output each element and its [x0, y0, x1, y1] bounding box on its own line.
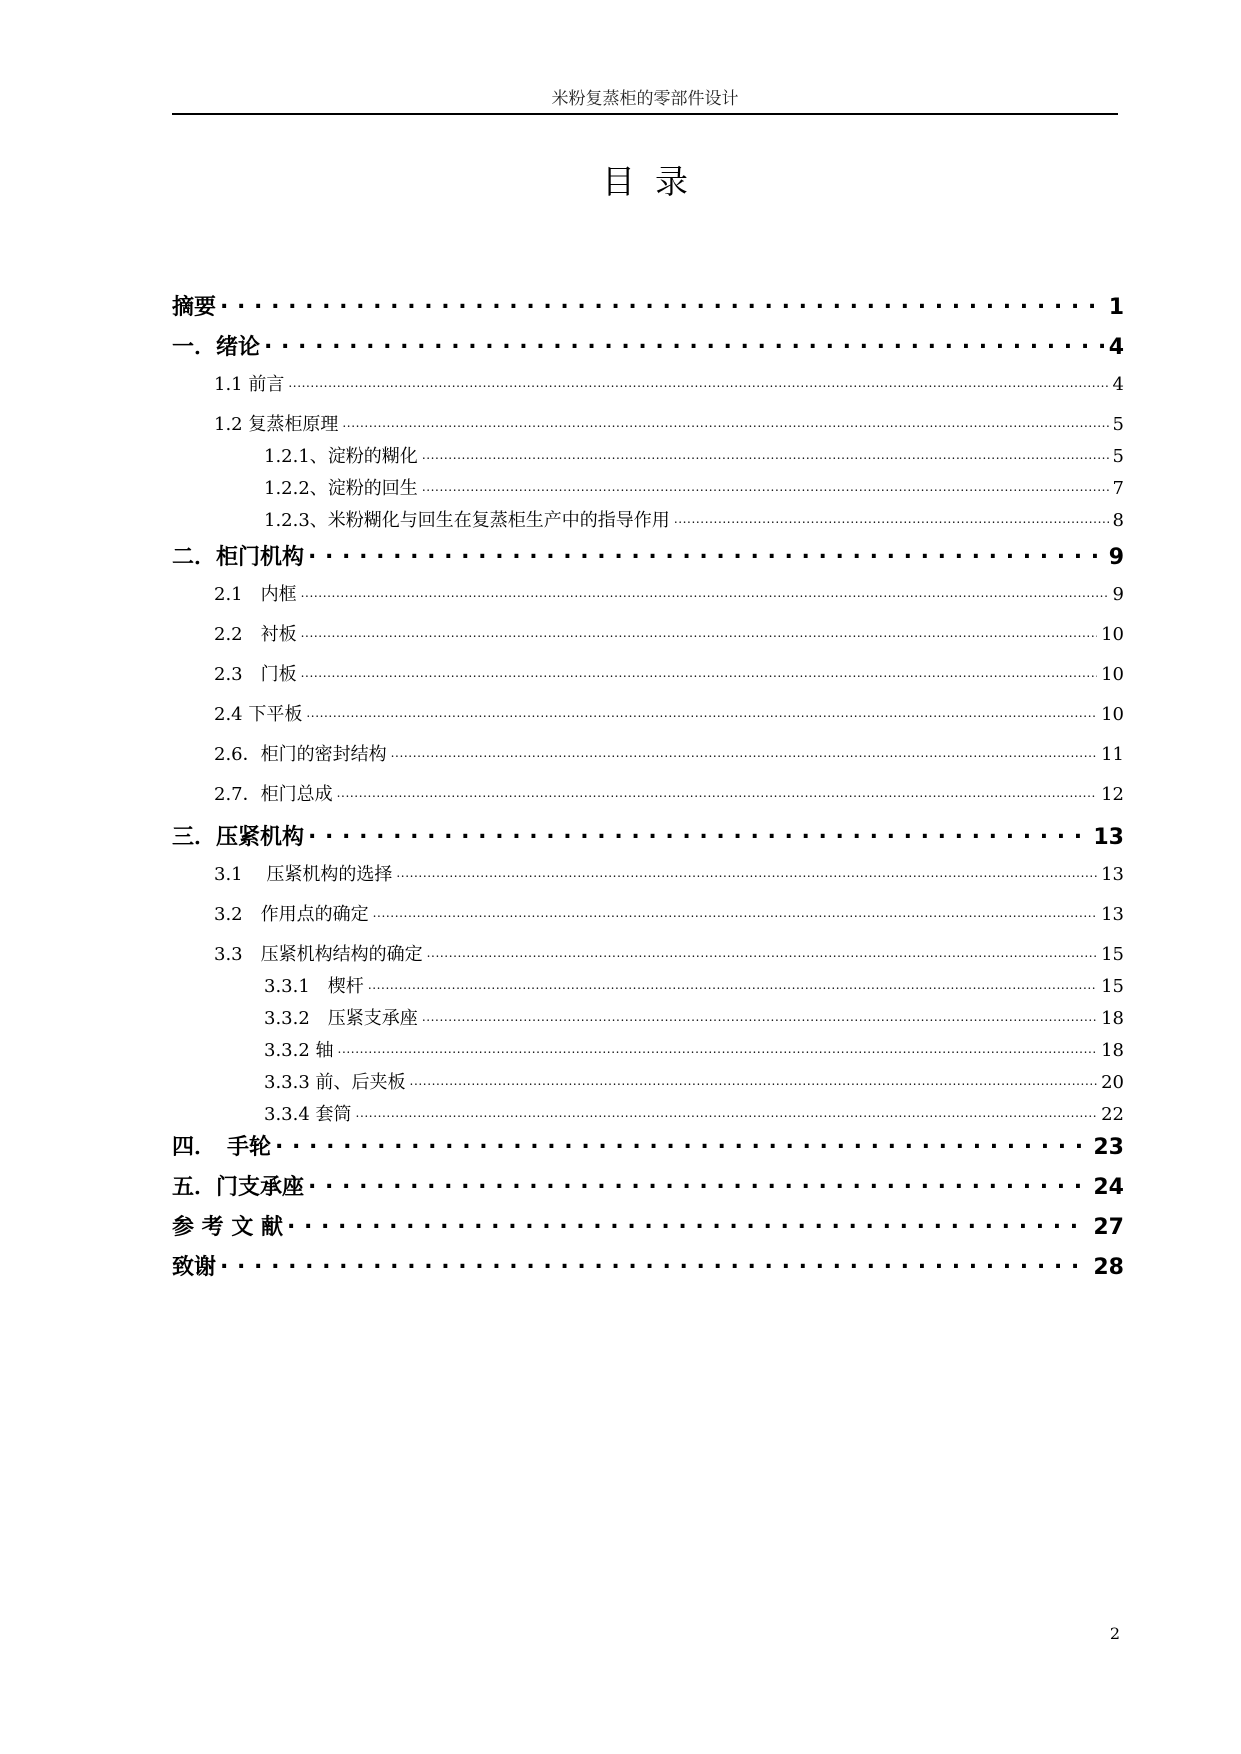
toc-entry[interactable]: [172, 370, 1124, 394]
toc-dot-leader: [337, 782, 1097, 800]
toc-entry-label: 3.1 压紧机构的选择: [214, 864, 393, 884]
toc-entry-label: 2.1 内框: [214, 584, 297, 604]
toc-entry[interactable]: [172, 1130, 1124, 1160]
toc-entry-page: 13: [1101, 904, 1124, 924]
toc-dot-leader: [674, 508, 1109, 526]
toc-entry-label: 2.2 衬板: [214, 624, 297, 644]
running-header: 米粉复蒸柜的零部件设计: [551, 89, 739, 109]
toc-entry-page: 8: [1112, 510, 1124, 530]
toc-entry[interactable]: [172, 1100, 1124, 1124]
page-number: 2: [1109, 1624, 1120, 1643]
toc-entry-label: 3.3.2 轴: [264, 1040, 334, 1060]
toc-entry-page: 13: [1101, 864, 1124, 884]
page-title: 目录: [602, 162, 708, 201]
toc-dot-leader: [287, 1212, 1089, 1234]
toc-entry[interactable]: [172, 940, 1124, 964]
toc-entry-label: 1.2.3、米粉糊化与回生在复蒸柜生产中的指导作用: [264, 510, 670, 530]
toc-entry-label: 3.3.1 楔杆: [264, 976, 364, 996]
toc-entry-label: 致谢: [172, 1255, 217, 1280]
toc-entry-label: 1.2.2、淀粉的回生: [264, 478, 418, 498]
toc-dot-leader: [342, 412, 1108, 430]
toc-entry-label: 3.3.2 压紧支承座: [264, 1008, 418, 1028]
toc-dot-leader: [301, 622, 1097, 640]
toc-entry-label: 3.3.3 前、后夹板: [264, 1072, 406, 1092]
toc-entry[interactable]: [172, 1210, 1124, 1240]
toc-entry-page: 15: [1101, 944, 1124, 964]
toc-entry-page: 18: [1101, 1040, 1124, 1060]
toc-entry[interactable]: [172, 410, 1124, 434]
toc-entry-label: 五．门支承座: [172, 1175, 305, 1200]
toc-entry-page: 12: [1101, 784, 1124, 804]
toc-entry-label: 参 考 文 献: [172, 1215, 283, 1240]
toc-entry[interactable]: [172, 442, 1124, 466]
toc-entry-page: 4: [1108, 335, 1124, 360]
toc-entry-label: 1.1 前言: [214, 374, 285, 394]
toc-entry-label: 2.7．柜门总成: [214, 784, 333, 804]
toc-entry-page: 10: [1101, 704, 1124, 724]
toc-entry-label: 3.2 作用点的确定: [214, 904, 369, 924]
toc-entry[interactable]: [172, 1004, 1124, 1028]
toc-entry-page: 24: [1093, 1175, 1124, 1200]
toc-entry-label: 1.2 复蒸柜原理: [214, 414, 339, 434]
toc-entry-page: 13: [1093, 825, 1124, 850]
toc-entry-page: 7: [1112, 478, 1124, 498]
toc-entry[interactable]: [172, 474, 1124, 498]
toc-entry-page: 27: [1093, 1215, 1124, 1240]
toc-dot-leader: [396, 862, 1097, 880]
toc-entry[interactable]: [172, 700, 1124, 724]
toc-entry[interactable]: [172, 330, 1124, 360]
toc-entry-page: 23: [1093, 1135, 1124, 1160]
toc-entry-page: 11: [1101, 744, 1124, 764]
toc-dot-leader: [288, 372, 1108, 390]
toc-dot-leader: [410, 1070, 1098, 1088]
toc-entry[interactable]: [172, 580, 1124, 604]
toc-dot-leader: [308, 822, 1089, 844]
toc-entry-label: 四． 手轮: [172, 1135, 272, 1160]
toc-entry-page: 9: [1112, 584, 1124, 604]
toc-entry[interactable]: [172, 1036, 1124, 1060]
toc-dot-leader: [368, 974, 1097, 992]
toc-dot-leader: [220, 1252, 1089, 1274]
toc-entry-label: 一．绪论: [172, 335, 261, 360]
toc-dot-leader: [220, 292, 1105, 314]
toc-dot-leader: [306, 702, 1097, 720]
toc-entry[interactable]: [172, 740, 1124, 764]
toc-entry[interactable]: [172, 900, 1124, 924]
toc-entry-page: 10: [1101, 664, 1124, 684]
toc-entry-label: 2.4 下平板: [214, 704, 303, 724]
toc-entry[interactable]: [172, 1170, 1124, 1200]
toc-dot-leader: [373, 902, 1097, 920]
toc-dot-leader: [356, 1102, 1098, 1120]
toc-entry[interactable]: [172, 540, 1124, 570]
toc-entry[interactable]: [172, 506, 1124, 530]
toc-entry-label: 摘要: [172, 295, 217, 320]
toc-entry-page: 28: [1093, 1255, 1124, 1280]
toc-entry-page: 1: [1108, 295, 1124, 320]
toc-dot-leader: [422, 1006, 1097, 1024]
toc-entry-label: 2.3 门板: [214, 664, 297, 684]
toc-entry-page: 5: [1112, 446, 1124, 466]
toc-entry[interactable]: [172, 620, 1124, 644]
toc-entry-label: 3.3.4 套筒: [264, 1104, 352, 1124]
toc-dot-leader: [301, 662, 1097, 680]
toc-entry[interactable]: [172, 820, 1124, 850]
toc-entry-page: 20: [1101, 1072, 1124, 1092]
toc-dot-leader: [422, 476, 1109, 494]
toc-entry[interactable]: [172, 860, 1124, 884]
toc-dot-leader: [308, 542, 1105, 564]
toc-entry-page: 10: [1101, 624, 1124, 644]
toc-entry-page: 5: [1112, 414, 1124, 434]
toc-entry[interactable]: [172, 780, 1124, 804]
toc-dot-leader: [427, 942, 1097, 960]
toc-entry-page: 22: [1101, 1104, 1124, 1124]
toc-entry[interactable]: [172, 660, 1124, 684]
header-rule: [172, 113, 1118, 115]
toc-entry[interactable]: [172, 1250, 1124, 1280]
toc-entry-page: 9: [1108, 545, 1124, 570]
toc-entry-label: 三．压紧机构: [172, 825, 305, 850]
toc-entry[interactable]: [172, 1068, 1124, 1092]
toc-entry-label: 二．柜门机构: [172, 545, 305, 570]
toc-entry-label: 1.2.1、淀粉的糊化: [264, 446, 418, 466]
toc-entry[interactable]: [172, 972, 1124, 996]
toc-dot-leader: [338, 1038, 1098, 1056]
toc-dot-leader: [391, 742, 1097, 760]
toc-entry-label: 3.3 压紧机构结构的确定: [214, 944, 423, 964]
toc-entry-page: 18: [1101, 1008, 1124, 1028]
toc-dot-leader: [275, 1132, 1089, 1154]
toc-entry-page: 4: [1112, 374, 1124, 394]
toc-dot-leader: [264, 332, 1105, 354]
toc-entry-page: 15: [1101, 976, 1124, 996]
toc-dot-leader: [308, 1172, 1089, 1194]
toc-entry[interactable]: [172, 290, 1124, 320]
toc-dot-leader: [301, 582, 1109, 600]
toc-dot-leader: [422, 444, 1109, 462]
toc-entry-label: 2.6．柜门的密封结构: [214, 744, 387, 764]
